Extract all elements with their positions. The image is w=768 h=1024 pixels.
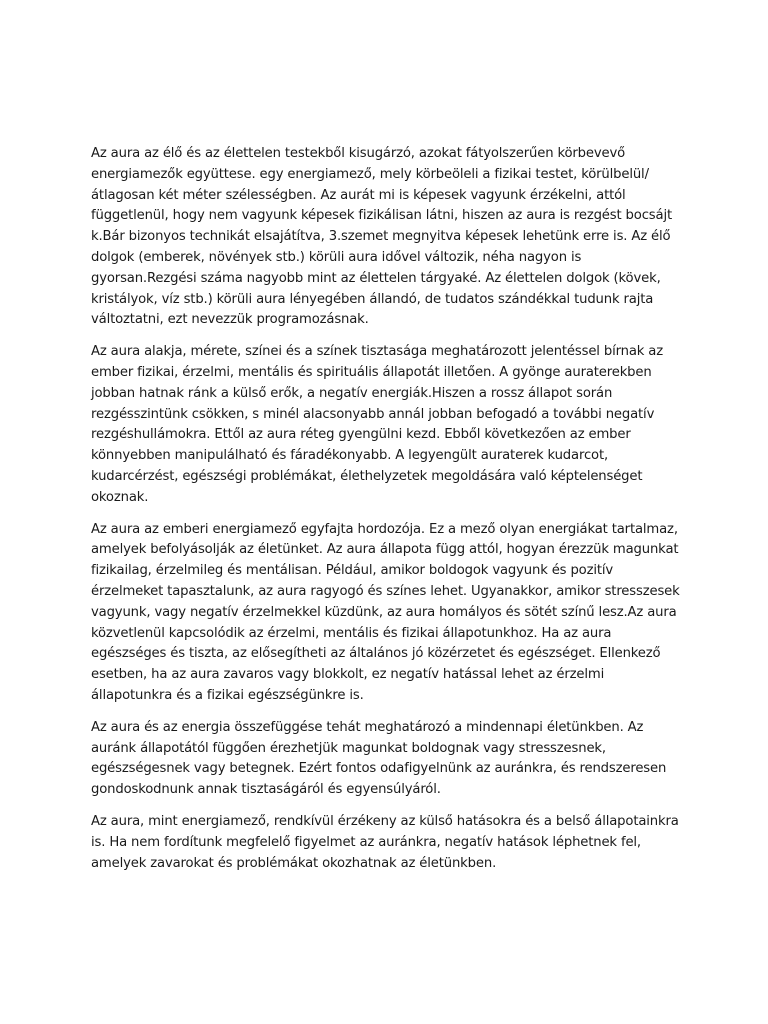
document-body — [91, 144, 681, 874]
paragraph: Az aura, mint energiamező, rendkívül érzékeny az külső hatásokra és a belső állapotainkra is. Ha nem fordítunk megfelelő figyelmet az auránkra, negatív hatások léphetnek fel, amelyek zavarokat és problémákat okozhatnak az életünkben. — [91, 813, 679, 871]
paragraph: Az aura az emberi energiamező egyfajta hordozója. Ez a mező olyan energiákat tartalmaz, amelyek befolyásolják az életünket. Az aura állapota függ attól, hogyan érezzük magunkat fizikailag, érzelmileg és mentálisan. Például, amikor boldogok vagyunk és pozitív érzelmeket tapasztalunk, az aura ragyogó és színes lehet. Ugyanakkor, amikor stresszesek vagyunk, vagy negatív érzelmekkel küzdünk, az aura homályos és sötét színű lesz.Az aura közvetlenül kapcsolódik az érzelmi, mentális és fizikai állapotunkhoz. Ha az aura egészséges és tiszta, az elősegítheti az általános jó közérzetet és egészséget. Ellenkező esetben, ha az aura zavaros vagy blokkolt, ez negatív hatással lehet az érzelmi állapotunkra és a fizikai egészségünkre is. — [91, 521, 680, 703]
paragraph: Az aura az élő és az élettelen testekből kisugárzó, azokat fátyolszerűen körbevevő energiamezők együttese. egy energiamező, mely körbeöleli a fizikai testet, körülbelül/átlagosan két méter szélességben. Az aurát mi is képesek vagyunk érzékelni, attól függetlenül, hogy nem vagyunk képesek fizikálisan látni, hiszen az aura is rezgést bocsájt k.Bár bizonyos technikát elsajátítva, 3.szemet megnyitva képesek lehetünk erre is. Az élő dolgok (emberek, növények stb.) körüli aura idővel változik, néha nagyon is gyorsan.Rezgési száma nagyobb mint az élettelen tárgyaké. Az élettelen dolgok (kövek, kristályok, víz stb.) körüli aura lényegében állandó, de tudatos szándékkal tudunk rajta változtatni, ezt nevezzük programozásnak. — [91, 146, 672, 328]
paragraph: Az aura és az energia összefüggése tehát meghatározó a mindennapi életünkben. Az auránk állapotától függően érezhetjük magunkat boldognak vagy stresszesnek, egészségesnek vagy betegnek. Ezért fontos odafigyelnünk az auránkra, és rendszeresen gondoskodnunk annak tisztaságáról és egyensúlyáról. — [91, 719, 667, 798]
paragraph: Az aura alakja, mérete, színei és a színek tisztasága meghatározott jelentéssel bírnak az ember fizikai, érzelmi, mentális és spirituális állapotát illetően. A gyönge auraterekben jobban hatnak ránk a külső erők, a negatív energiák.Hiszen a rossz állapot során rezgésszintünk csökken, s minél alacsonyabb annál jobban befogadó a további negatív rezgéshullámokra. Ettől az aura réteg gyengülni kezd. Ebből következően az ember könnyebben manipulálható és fáradékonyabb. A legyengült auraterek kudarcot, kudarcérzést, egészségi problémákat, élethelyzetek megoldására való képtelenséget okoznak. — [91, 344, 663, 505]
